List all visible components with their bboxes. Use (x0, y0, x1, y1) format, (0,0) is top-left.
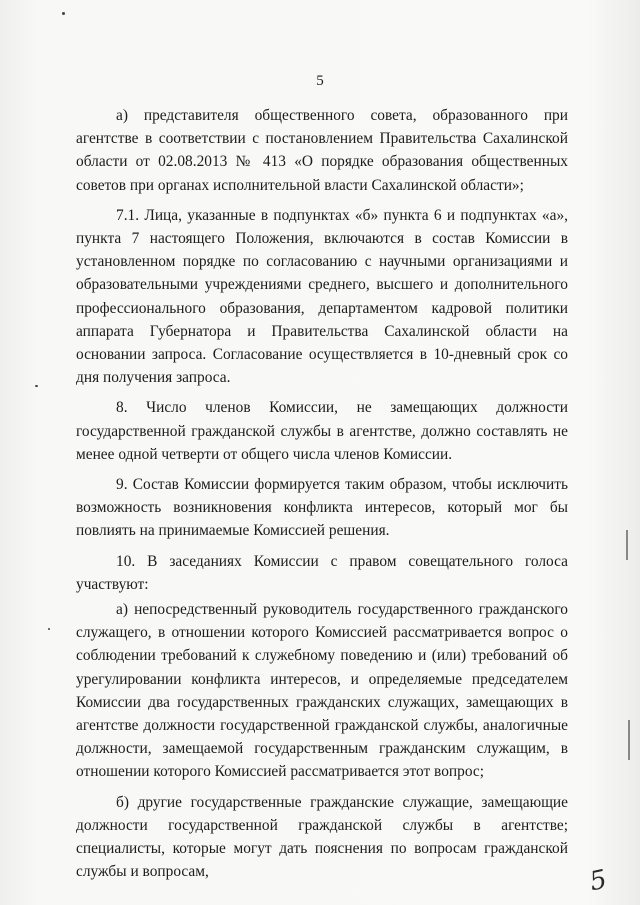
paragraph-7-1: 7.1. Лица, указанные в подпунктах «б» пункта 6 и подпунктах «а», пункта 7 настоящего Положения, включаются в состав Комиссии в установленном порядке по согласованию с научными организациями и образовательными учреждениями среднего, высшего и дополнительного профессионального образования, департаментом кадровой политики аппарата Губернатора и Правительства Сахалинской области на основании запроса. Согласование осуществляется в 10-дневный срок со дня получения запроса. (76, 206, 568, 387)
paragraph-representative: а) представителя общественного совета, образованного при агентстве в соответствии с постановлением Правительства Сахалинской области от 02.08.2013 № 413 «О порядке образования общественных советов при органах исполнительной власти Сахалинской области»; (76, 107, 568, 194)
document-body (76, 104, 568, 891)
paragraph-8: 8. Число членов Комиссии, не замещающих должности государственной гражданской службы в агентстве, должно составлять не менее одной четверти от общего числа членов Комиссии. (76, 399, 568, 463)
paragraph-9: 9. Состав Комиссии формируется таким образом, чтобы исключить возможность возникновения конфликта интересов, который мог бы повлиять на принимаемые Комиссией решения. (76, 476, 568, 540)
scan-speck (62, 12, 65, 15)
scan-speck (35, 385, 38, 387)
handwritten-page-mark: 5 (587, 864, 610, 898)
page-number: 5 (316, 73, 324, 89)
scan-edge-mark (626, 530, 628, 560)
paragraph-10-a: а) непосредственный руководитель государственного гражданского служащего, в отношении которого Комиссией рассматривается вопрос о соблюдении требований к служебному поведению и (или) требований об урегулировании конфликта интересов, и определяемые председателем Комиссии два государственных гражданских служащих, замещающих в агентстве должности государственной гражданской службы, аналогичные должности, замещаемой государственным гражданским служащим, в отношении которого Комиссией рассматривается этот вопрос; (76, 601, 568, 781)
paragraph-10-b: б) другие государственные гражданские служащие, замещающие должности государственной гражданской службы в агентстве; специалисты, которые могут дать пояснения по вопросам гражданской службы и вопросам, (76, 793, 568, 881)
scan-speck (48, 628, 50, 630)
paragraph-10: 10. В заседаниях Комиссии с правом совещательного голоса участвуют: (76, 552, 568, 593)
scan-edge-mark (628, 720, 630, 760)
